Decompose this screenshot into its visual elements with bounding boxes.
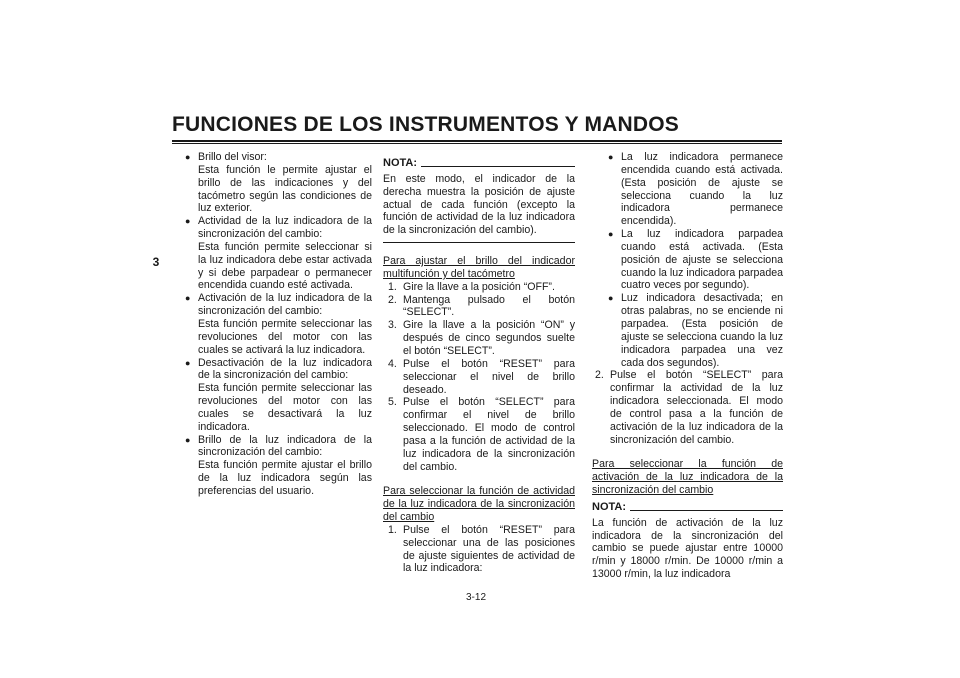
title-rule-thin — [172, 143, 782, 144]
section-heading-activation: Para seleccionar la función de activación de la luz indicadora de la sincronización del cambio — [592, 458, 783, 497]
step-item — [383, 396, 575, 473]
nota-header — [383, 157, 575, 170]
page-title: FUNCIONES DE LOS INSTRUMENTOS Y MANDOS — [172, 113, 679, 136]
feature-text: Esta función le permite ajustar el brillo de las indicaciones y del tacómetro según las condiciones de luz exterior. — [198, 163, 372, 215]
nota-label: NOTA: — [592, 500, 627, 513]
nota-text: En este modo, el indicador de la derecha muestra la posición de ajuste actual de cada función (excepto la función de actividad de la luz indicadora de la sincronización del cambio). — [383, 172, 575, 237]
step-text: Pulse el botón “RESET” para seleccionar una de las posiciones de ajuste siguientes de actividad de la luz indicadora: — [403, 523, 575, 575]
option-text: ● La luz indicadora parpadea cuando está activada. (Esta posición de ajuste se selecciona cuando la luz indicadora parpadea cuatro veces por segundo). — [621, 228, 783, 292]
feature-title: ● Actividad de la luz indicadora de la sincronización del cambio: — [198, 215, 372, 241]
step-text: Gire la llave a la posición “OFF”. — [403, 280, 555, 293]
feature-item — [185, 292, 372, 356]
step-number: 3. — [388, 319, 397, 332]
title-rule — [172, 140, 782, 142]
step-item — [592, 369, 783, 446]
feature-title: ● Brillo de la luz indicadora de la sincronización del cambio: — [198, 433, 372, 459]
nota-text: La función de activación de la luz indicadora de la sincronización del cambio se puede ajustar entre 10000 r/min y 18000 r/min. De 10000 r/min a 13000 r/min, la luz indicadora — [592, 516, 783, 581]
step-text: Gire la llave a la posición “ON” y después de cinco segundos suelte el botón “SELECT”. — [403, 319, 575, 357]
option-text: ● Luz indicadora desactivada; en otras palabras, no se enciende ni parpadea. (Esta posición de ajuste se selecciona cuando la luz indicadora parpadea una vez cada dos segundos). — [621, 292, 783, 369]
step-text: Pulse el botón “RESET” para seleccionar el nivel de brillo deseado. — [403, 357, 575, 396]
nota-rule — [421, 166, 575, 167]
step-text: Mantenga pulsado el botón “SELECT”. — [403, 293, 575, 319]
feature-text: Esta función permite ajustar el brillo de la luz indicadora según las preferencias del usuario. — [198, 459, 372, 497]
step-number: 1. — [388, 280, 397, 293]
feature-title: ● Desactivación de la luz indicadora de la sincronización del cambio: — [198, 356, 372, 382]
feature-title: ● Activación de la luz indicadora de la sincronización del cambio: — [198, 292, 372, 318]
step-number: 1. — [388, 523, 397, 536]
page-number: 3-12 — [466, 592, 487, 603]
feature-text: Esta función permite seleccionar las revoluciones del motor con las cuales se desactivará la luz indicadora. — [198, 382, 372, 433]
feature-text: Esta función permite seleccionar si la luz indicadora debe estar activada y si debe parpadear o permanecer encendida cuando esté activada. — [198, 240, 372, 292]
step-item — [383, 294, 575, 320]
step-item — [383, 524, 575, 575]
feature-item — [185, 357, 372, 434]
section-heading-brightness: Para ajustar el brillo del indicador multifunción y del tacómetro — [383, 255, 575, 280]
section-heading-activity: Para seleccionar la función de actividad de la luz indicadora de la sincronización del cambio — [383, 485, 575, 524]
nota-end-rule — [383, 242, 575, 243]
option-text: ● La luz indicadora permanece encendida cuando está activada. (Esta posición de ajuste se selecciona cuando la luz indicadora permanece encendida). — [621, 151, 783, 228]
option-item — [608, 151, 783, 228]
nota-label: NOTA: — [383, 157, 418, 169]
step-text: Pulse el botón “SELECT” para confirmar el nivel de brillo seleccionado. El modo de control pasa a la función de actividad de la luz indicadora de la sincronización del cambio. — [403, 396, 575, 473]
column-3 — [592, 151, 783, 581]
feature-item — [185, 434, 372, 498]
column-1 — [185, 151, 372, 498]
step-item — [383, 281, 575, 294]
column-2 — [383, 157, 575, 575]
nota-rule — [630, 510, 783, 511]
option-item — [608, 228, 783, 292]
feature-text: Esta función permite seleccionar las revoluciones del motor con las cuales se activará la luz indicadora. — [198, 317, 372, 356]
step-number: 4. — [388, 357, 397, 370]
feature-item — [185, 151, 372, 215]
feature-title: ● Brillo del visor: — [198, 151, 267, 163]
step-number: 2. — [595, 369, 604, 382]
chapter-tab: 3 — [152, 255, 160, 269]
step-number: 5. — [388, 396, 397, 409]
nota-header — [592, 501, 783, 514]
feature-item — [185, 215, 372, 292]
step-item — [383, 358, 575, 397]
step-number: 2. — [388, 293, 397, 306]
step-item — [383, 319, 575, 358]
option-item — [608, 292, 783, 369]
step-text: Pulse el botón “SELECT” para confirmar la actividad de la luz indicadora seleccionada. El modo de control pasa a la función de activación de la luz indicadora de la sincronización del cambio. — [610, 369, 783, 446]
